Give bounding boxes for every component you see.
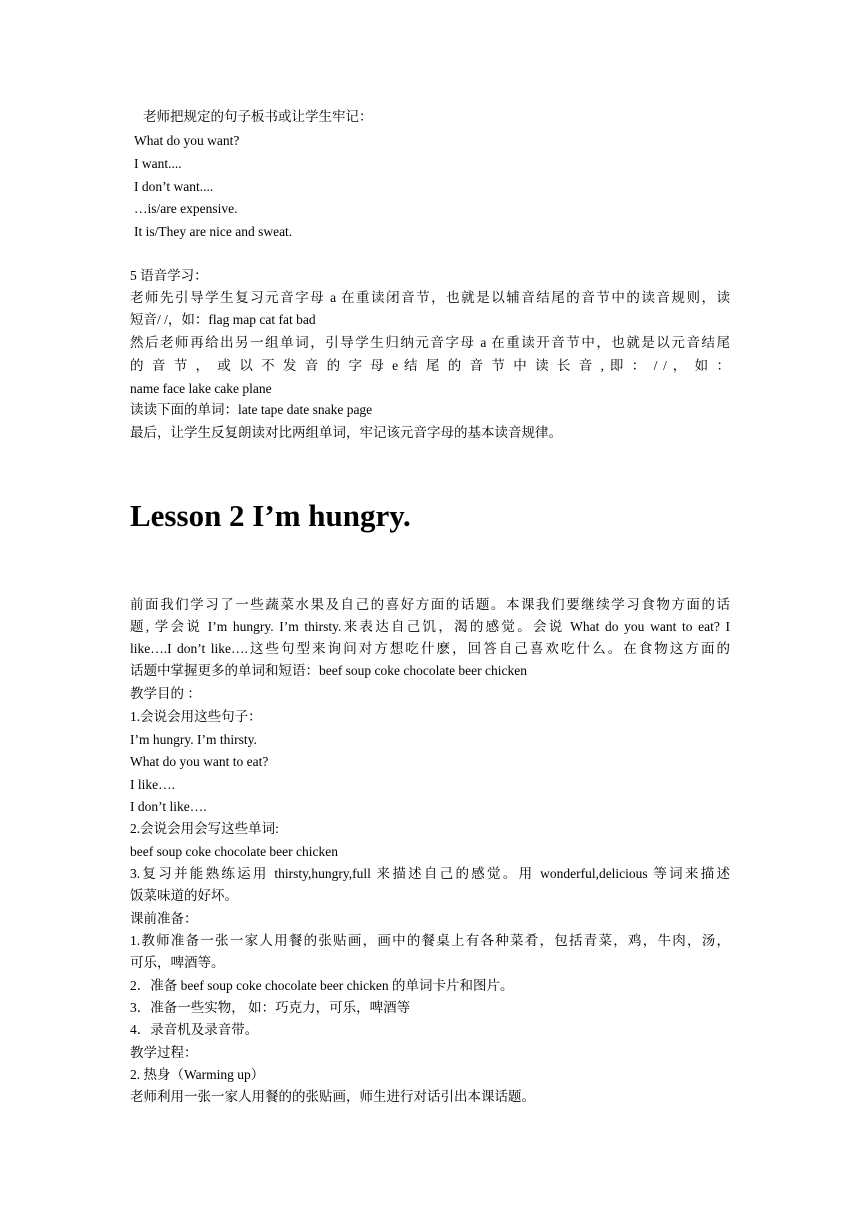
phonics-line: 短音/ /，如：flag map cat fat bad xyxy=(130,312,316,327)
lesson-body-line: 2．准备 beef soup coke chocolate beer chicken 的单词卡片和图片。 xyxy=(130,978,514,993)
lesson-body-line: 4．录音机及录音带。 xyxy=(130,1022,259,1037)
phonics-heading: 5 语音学习： xyxy=(130,268,208,283)
lesson-intro-line: like….I don’t like….这些句型来询问对方想吃什麽，回答自己喜欢吃什么。在食物这方面的 xyxy=(130,641,730,656)
lesson-body-line: 3.复习并能熟练运用 thirsty,hungry,full 来描述自己的感觉。用 wonderful,delicious 等词来描述 xyxy=(130,866,730,881)
lesson-body-line: 3．准备一些实物， 如：巧克力，可乐，啤酒等 xyxy=(130,1000,411,1015)
sentence-line: I want.... xyxy=(134,156,182,171)
phonics-line: 老师先引导学生复习元音字母 a 在重读闭音节，也就是以辅音结尾的音节中的读音规则，读 xyxy=(130,290,730,305)
lesson-body-line: 2. 热身（Warming up） xyxy=(130,1067,265,1082)
lesson-body-line: I’m hungry. I’m thirsty. xyxy=(130,732,257,747)
sentence-line: What do you want? xyxy=(134,133,240,148)
sentence-line: It is/They are nice and sweat. xyxy=(134,224,293,239)
sentence-line: I don’t want.... xyxy=(134,179,214,194)
sentence-line: …is/are expensive. xyxy=(134,201,238,216)
lesson-intro-line: 话题中掌握更多的单词和短语：beef soup coke chocolate beer chicken xyxy=(130,663,528,678)
lesson-body-line: 教学过程： xyxy=(130,1045,198,1060)
phonics-line: 的 音 节 ， 或 以 不 发 音 的 字 母 e 结 尾 的 音 节 中 读 长 音 , 即 ： / / ， 如 ： xyxy=(130,358,730,373)
lesson-body-line: beef soup coke chocolate beer chicken xyxy=(130,844,339,859)
lesson-body-line: 1.教师准备一张一家人用餐的张贴画，画中的餐桌上有各种菜肴，包括青菜，鸡，牛肉，汤， xyxy=(130,933,730,948)
phonics-line: 然后老师再给出另一组单词，引导学生归纳元音字母 a 在重读开音节中，也就是以元音结尾 xyxy=(130,335,730,350)
board-sentences-intro: 老师把规定的句子板书或让学生牢记： xyxy=(143,109,373,124)
lesson-intro-line: 前面我们学习了一些蔬菜水果及自己的喜好方面的话题。本课我们要继续学习食物方面的话 xyxy=(130,597,730,612)
phonics-line: name face lake cake plane xyxy=(130,381,272,396)
lesson-body-line: 课前准备： xyxy=(130,911,198,926)
lesson-body-line: 老师利用一张一家人用餐的的张贴画，师生进行对话引出本课话题。 xyxy=(130,1089,535,1104)
phonics-line: 读读下面的单词：late tape date snake page xyxy=(130,402,373,417)
lesson-body-line: 教学目的 ： xyxy=(130,686,201,701)
lesson-body-line: 可乐，啤酒等。 xyxy=(130,955,225,970)
lesson-body-line: 1.会说会用这些句子： xyxy=(130,709,262,724)
phonics-line: 最后，让学生反复朗读对比两组单词，牢记该元音字母的基本读音规律。 xyxy=(130,425,562,440)
lesson-body-line: I don’t like…. xyxy=(130,799,207,814)
lesson-intro-line: 题, 学会说 I’m hungry. I’m thirsty.来表达自己饥，渴的感觉。会说 What do you want to eat? I xyxy=(130,619,730,634)
lesson-body-line: 2.会说会用会写这些单词: xyxy=(130,821,279,836)
lesson-title: Lesson 2 I’m hungry. xyxy=(130,498,411,533)
lesson-body-line: I like…. xyxy=(130,777,175,792)
lesson-body-line: 饭菜味道的好坏。 xyxy=(130,888,238,903)
lesson-body-line: What do you want to eat? xyxy=(130,754,269,769)
